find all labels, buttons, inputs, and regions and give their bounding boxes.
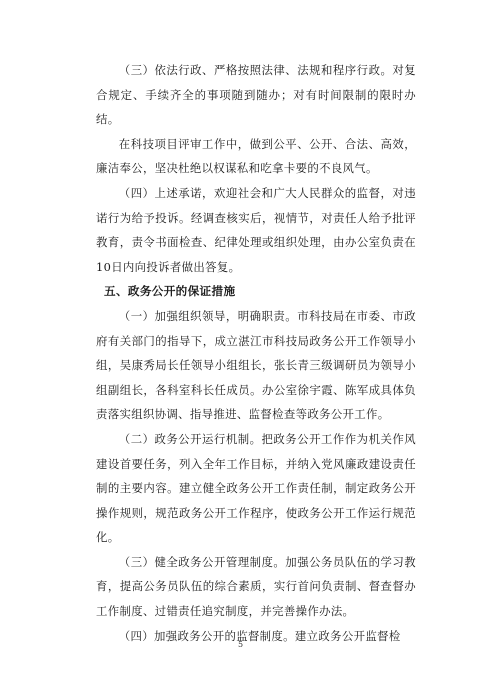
section-heading: 五、政务公开的保证措施 (104, 284, 236, 299)
paragraph-operating-mechanism: （二）政务公开运行机制。把政务公开工作作为机关作风建设首要任务，列入全年工作目标，并纳入党风廉政建设责任制的主要内容。建立健全政务公开工作责任制，制定政务公开操作规则，规范政务公开工作程序，使政务公开工作运行规范化。 (96, 431, 416, 545)
paragraph-supervision-system: （四）加强政务公开的监督制度。建立政务公开监督检 (118, 628, 401, 643)
paragraph-lawful-administration: （三）依法行政、严格按照法律、法规和程序行政。对复合规定、手续齐全的事项随到随办；对有时间限制的限时办结。 (96, 63, 416, 127)
paragraph-management-system: （三）健全政务公开管理制度。加强公务员队伍的学习教育，提高公务员队伍的综合素质，实行首问负责制、督查督办工作制度、过错责任追究制度，并完善操作办法。 (96, 554, 416, 619)
paragraph-organization-leadership: （一）加强组织领导，明确职责。市科技局在市委、市政府有关部门的指导下，成立湛江市科技局政务公开工作领导小组，吴康秀局长任领导小组组长，张长青三级调研员为领导小组副组长，各科室科长任成员。办公室徐宇霞、陈军成具体负责落实组织协调、指导推进、监督检查等政务公开工作。 (96, 308, 416, 422)
page-number: 5 (237, 640, 244, 649)
paragraph-public-supervision: （四）上述承诺，欢迎社会和广大人民群众的监督，对违诺行为给予投诉。经调查核实后，视情节，对责任人给予批评教育，责令书面检查、纪律处理或组织处理，由办公室负责在10日内向投诉者做出答复。 (96, 185, 416, 274)
body-text (96, 58, 416, 648)
paragraph-project-review: 在科技项目评审工作中，做到公平、公开、合法、高效，廉洁奉公，坚决杜绝以权谋私和吃拿卡要的不良风气。 (96, 136, 416, 176)
